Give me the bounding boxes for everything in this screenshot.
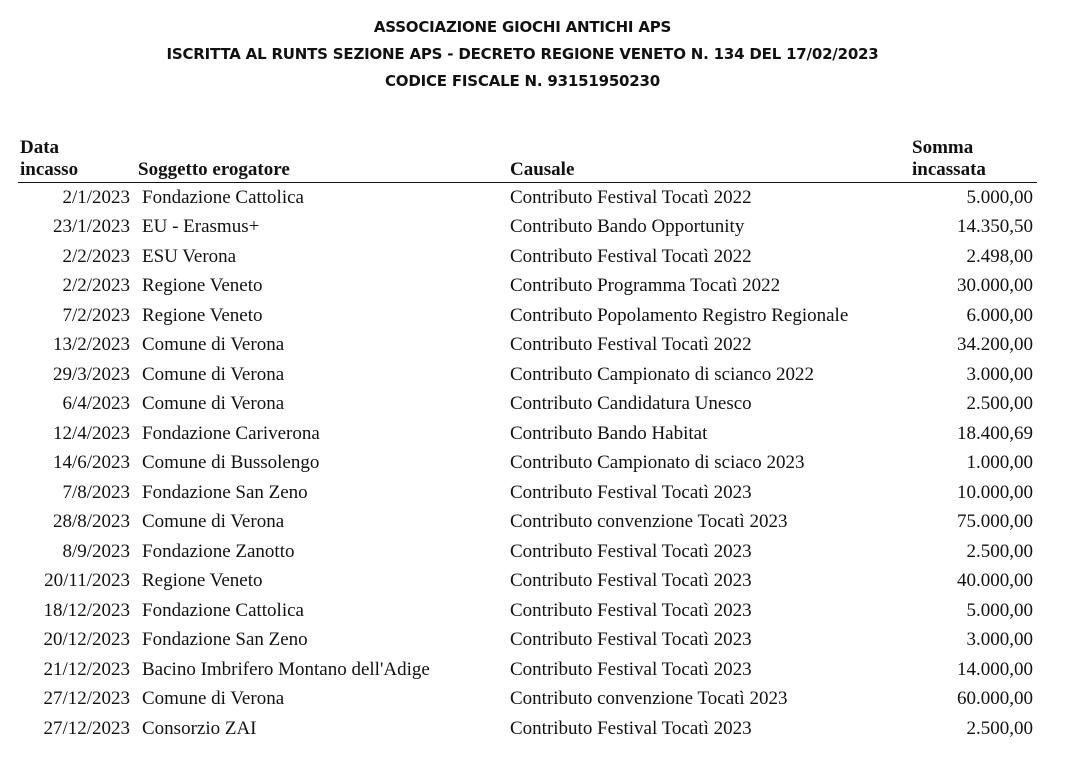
cell-amount: 14.000,00	[957, 658, 1033, 680]
cell-reason: Contributo Festival Tocatì 2023	[510, 629, 752, 651]
cell-reason: Contributo Festival Tocatì 2022	[510, 245, 752, 267]
cell-amount: 10.000,00	[957, 481, 1033, 503]
header-reason	[510, 137, 910, 183]
cell-reason: Contributo Popolamento Registro Regionale	[510, 304, 849, 326]
table-body	[18, 183, 1037, 744]
cell-subject: Comune di Bussolengo	[142, 452, 320, 474]
cell-subject: Consorzio ZAI	[142, 717, 257, 739]
cell-subject: Fondazione San Zeno	[142, 481, 308, 503]
cell-date: 21/12/2023	[43, 658, 130, 680]
table-row	[18, 685, 1037, 715]
cell-subject: Fondazione Cattolica	[142, 186, 304, 208]
header-row	[18, 137, 1037, 183]
cell-subject: Fondazione San Zeno	[142, 629, 308, 651]
table-row	[18, 478, 1037, 508]
cell-reason: Contributo Festival Tocatì 2023	[510, 540, 752, 562]
fiscal-code-line: CODICE FISCALE N. 93151950230	[384, 72, 661, 90]
header-date-line1: Data	[20, 137, 60, 158]
cell-date: 12/4/2023	[52, 422, 130, 444]
cell-date: 23/1/2023	[52, 216, 130, 238]
header-amount-line1: Somma	[912, 137, 974, 158]
header-date-line2: incasso	[20, 159, 79, 180]
cell-date: 7/2/2023	[62, 304, 130, 326]
cell-date: 2/2/2023	[62, 245, 130, 267]
cell-reason: Contributo convenzione Tocatì 2023	[510, 511, 788, 533]
table-row	[18, 596, 1037, 626]
grants-table	[18, 137, 1037, 744]
cell-reason: Contributo convenzione Tocatì 2023	[510, 688, 788, 710]
cell-reason: Contributo Candidatura Unesco	[510, 393, 752, 415]
cell-amount: 34.200,00	[957, 334, 1033, 356]
table-row	[18, 567, 1037, 597]
cell-reason: Contributo Festival Tocatì 2023	[510, 658, 752, 680]
cell-date: 20/12/2023	[43, 629, 130, 651]
table-row	[18, 183, 1037, 213]
cell-amount: 2.498,00	[966, 245, 1033, 267]
cell-date: 7/8/2023	[62, 481, 130, 503]
cell-reason: Contributo Festival Tocatì 2022	[510, 334, 752, 356]
cell-subject: Fondazione Cariverona	[142, 422, 320, 444]
cell-amount: 30.000,00	[957, 275, 1033, 297]
table-row	[18, 272, 1037, 302]
registration-line: ISCRITTA AL RUNTS SEZIONE APS - DECRETO REGIONE VENETO N. 134 DEL 17/02/2023	[166, 45, 879, 63]
cell-date: 27/12/2023	[43, 717, 130, 739]
cell-amount: 2.500,00	[966, 540, 1033, 562]
cell-amount: 1.000,00	[966, 452, 1033, 474]
cell-reason: Contributo Festival Tocatì 2022	[510, 186, 752, 208]
cell-reason: Contributo Festival Tocatì 2023	[510, 570, 752, 592]
cell-subject: ESU Verona	[142, 245, 237, 267]
cell-amount: 18.400,69	[957, 422, 1033, 444]
cell-subject: Regione Veneto	[142, 304, 263, 326]
cell-subject: Bacino Imbrifero Montano dell'Adige	[142, 658, 430, 680]
table-row	[18, 626, 1037, 656]
table-row	[18, 213, 1037, 243]
cell-date: 29/3/2023	[52, 363, 130, 385]
table-row	[18, 655, 1037, 685]
cell-date: 27/12/2023	[43, 688, 130, 710]
cell-subject: Fondazione Zanotto	[142, 540, 295, 562]
cell-subject: Comune di Verona	[142, 393, 285, 415]
cell-amount: 5.000,00	[966, 599, 1033, 621]
table-row	[18, 360, 1037, 390]
table-row	[18, 419, 1037, 449]
cell-subject: Comune di Verona	[142, 334, 285, 356]
header-reason-label: Causale	[510, 159, 575, 180]
cell-subject: EU - Erasmus+	[142, 216, 260, 238]
cell-date: 6/4/2023	[62, 393, 130, 415]
cell-date: 2/2/2023	[62, 275, 130, 297]
table-row	[18, 508, 1037, 538]
header-date	[18, 137, 130, 183]
cell-subject: Comune di Verona	[142, 363, 285, 385]
cell-reason: Contributo Campionato di sciaco 2023	[510, 452, 805, 474]
table-row	[18, 242, 1037, 272]
cell-amount: 3.000,00	[966, 629, 1033, 651]
association-name: ASSOCIAZIONE GIOCHI ANTICHI APS	[373, 18, 672, 36]
cell-subject: Regione Veneto	[142, 570, 263, 592]
table-row	[18, 390, 1037, 420]
table-row	[18, 331, 1037, 361]
cell-reason: Contributo Festival Tocatì 2023	[510, 717, 752, 739]
table-row	[18, 449, 1037, 479]
cell-reason: Contributo Campionato di scianco 2022	[510, 363, 814, 385]
table-row	[18, 714, 1037, 744]
table-row	[18, 301, 1037, 331]
cell-amount: 40.000,00	[957, 570, 1033, 592]
cell-subject: Fondazione Cattolica	[142, 599, 304, 621]
cell-reason: Contributo Programma Tocatì 2022	[510, 275, 781, 297]
cell-amount: 2.500,00	[966, 393, 1033, 415]
cell-amount: 75.000,00	[957, 511, 1033, 533]
cell-date: 28/8/2023	[52, 511, 130, 533]
cell-date: 20/11/2023	[44, 570, 130, 592]
cell-subject: Comune di Verona	[142, 688, 285, 710]
cell-date: 18/12/2023	[43, 599, 130, 621]
table-row	[18, 537, 1037, 567]
cell-reason: Contributo Festival Tocatì 2023	[510, 599, 752, 621]
cell-amount: 60.000,00	[957, 688, 1033, 710]
table-header	[18, 137, 1037, 183]
header-amount	[910, 137, 1037, 183]
cell-reason: Contributo Bando Opportunity	[510, 216, 745, 238]
cell-amount: 3.000,00	[966, 363, 1033, 385]
cell-amount: 14.350,50	[957, 216, 1033, 238]
header-subject	[130, 137, 510, 183]
cell-amount: 6.000,00	[966, 304, 1033, 326]
cell-reason: Contributo Bando Habitat	[510, 422, 708, 444]
cell-reason: Contributo Festival Tocatì 2023	[510, 481, 752, 503]
cell-subject: Regione Veneto	[142, 275, 263, 297]
cell-date: 2/1/2023	[62, 186, 130, 208]
cell-date: 14/6/2023	[52, 452, 130, 474]
cell-subject: Comune di Verona	[142, 511, 285, 533]
cell-amount: 5.000,00	[966, 186, 1033, 208]
cell-date: 8/9/2023	[62, 540, 130, 562]
cell-date: 13/2/2023	[52, 334, 130, 356]
document-header	[0, 14, 1045, 95]
header-amount-line2: incassata	[912, 159, 986, 180]
cell-amount: 2.500,00	[966, 717, 1033, 739]
header-subject-label: Soggetto erogatore	[138, 159, 290, 180]
